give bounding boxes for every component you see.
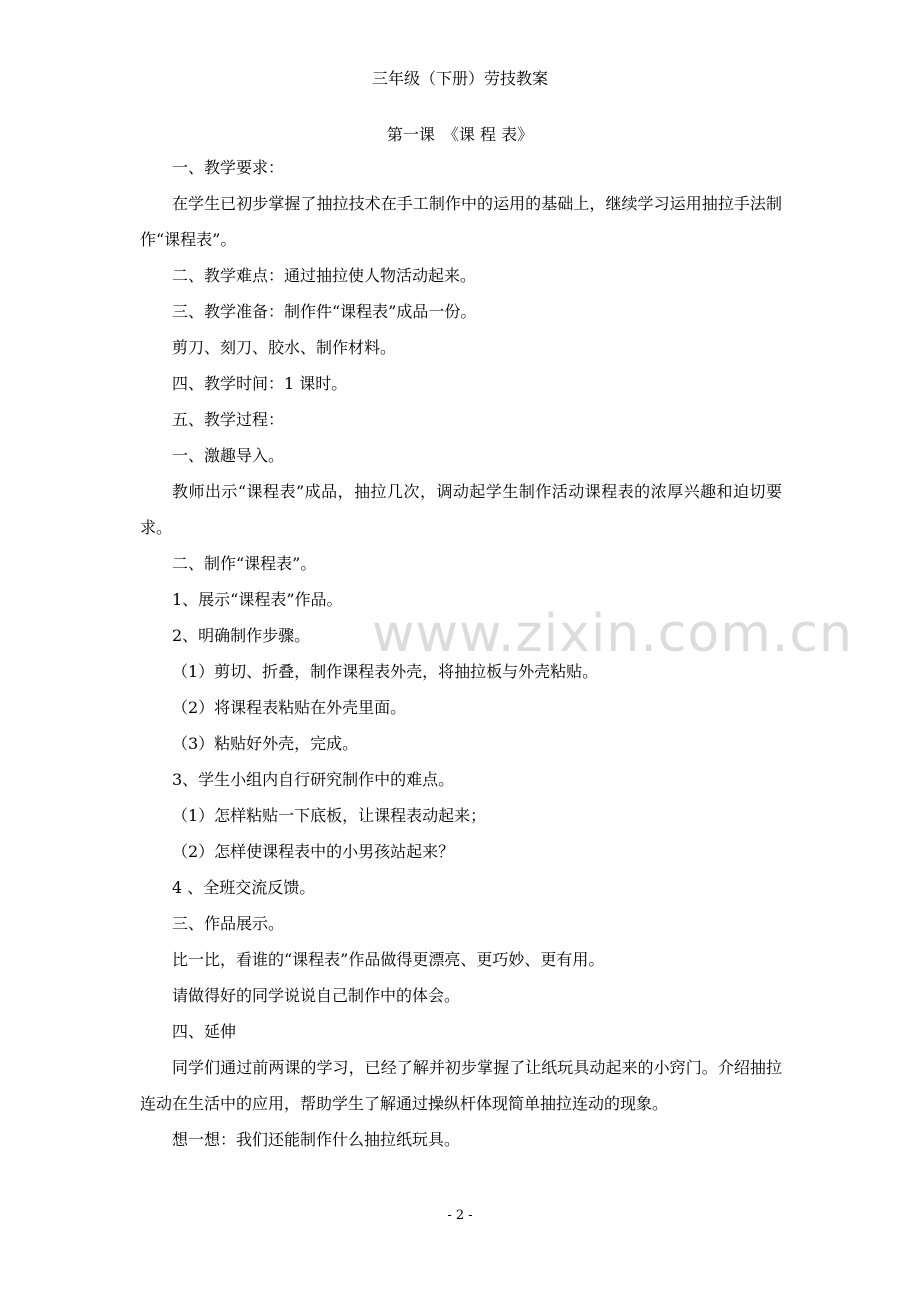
paragraph-line: 想一想：我们还能制作什么抽拉纸玩具。 [172, 1130, 461, 1149]
paragraph-line: 比一比，看谁的“课程表”作品做得更漂亮、更巧妙、更有用。 [172, 950, 605, 969]
paragraph-line: 求。 [140, 518, 173, 537]
paragraph-line: （1）剪切、折叠，制作课程表外壳，将抽拉板与外壳粘贴。 [172, 662, 599, 681]
paragraph-line: （3）粘贴好外壳，完成。 [172, 734, 359, 753]
paragraph-line: 教师出示“课程表”成品，抽拉几次，调动起学生制作活动课程表的浓厚兴趣和迫切要 [172, 482, 782, 501]
paragraph-line: 1、展示“课程表”作品。 [172, 590, 343, 609]
page-number: - 2 - [447, 1208, 473, 1223]
paragraph-line: （2）将课程表粘贴在外壳里面。 [172, 698, 407, 717]
document-header: 三年级（下册）劳技教案 [371, 69, 548, 88]
section-heading: 二、制作“课程表”。 [172, 554, 317, 573]
paragraph [140, 482, 782, 538]
paragraph-line: 剪刀、刻刀、胶水、制作材料。 [172, 338, 397, 357]
lesson-title: 第一课 《课 程 表》 [386, 125, 534, 144]
section-heading: 三、作品展示。 [172, 914, 285, 933]
section-heading: 五、教学过程： [172, 410, 285, 429]
paragraph-line: 请做得好的同学说说自己制作中的体会。 [172, 986, 461, 1005]
paragraph-line: 四、教学时间：1 课时。 [172, 374, 348, 393]
paragraph-line: 二、教学难点：通过抽拉使人物活动起来。 [172, 266, 477, 285]
paragraph-line: 连动在生活中的应用，帮助学生了解通过操纵杆体现简单抽拉连动的现象。 [140, 1094, 669, 1113]
paragraph [140, 194, 782, 250]
paragraph-line: （1）怎样粘贴一下底板，让课程表动起来； [172, 806, 487, 825]
section-heading: 一、激趣导入。 [172, 446, 285, 465]
section-heading: 一、教学要求： [172, 158, 285, 177]
paragraph-line: 同学们通过前两课的学习，已经了解并初步掌握了让纸玩具动起来的小窍门。介绍抽拉 [172, 1058, 782, 1077]
paragraph-line: 3、学生小组内自行研究制作中的难点。 [172, 770, 455, 789]
watermark: www.zixin.com.cn [372, 604, 853, 664]
paragraph-line: 作“课程表”。 [140, 230, 237, 249]
paragraph-line: 在学生已初步掌握了抽拉技术在手工制作中的运用的基础上，继续学习运用抽拉手法制 [172, 194, 782, 213]
paragraph-line: 三、教学准备：制作件“课程表”成品一份。 [172, 302, 477, 321]
paragraph-line: （2）怎样使课程表中的小男孩站起来？ [172, 842, 455, 861]
paragraph-line: 4 、全班交流反馈。 [172, 878, 316, 897]
paragraph-line: 2、明确制作步骤。 [172, 626, 311, 645]
section-heading: 四、延伸 [172, 1022, 237, 1041]
paragraph [140, 1058, 782, 1114]
